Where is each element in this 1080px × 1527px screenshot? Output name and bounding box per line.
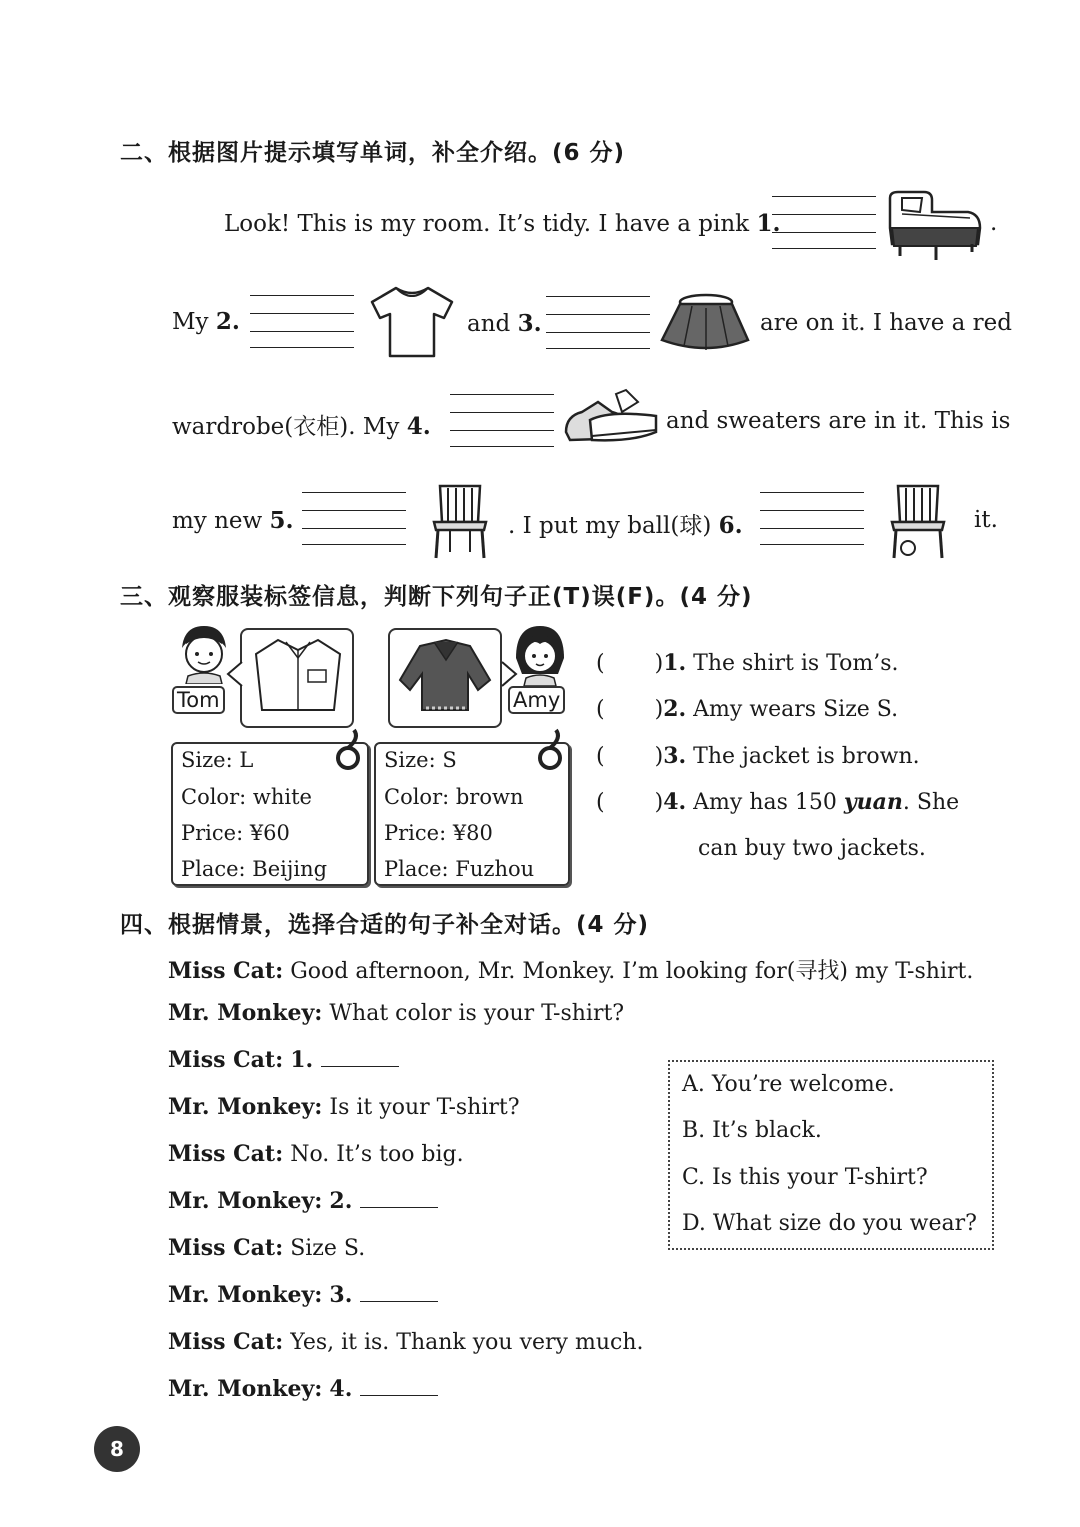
blank-3-lines[interactable] [546,296,650,350]
jacket-icon [390,630,500,726]
tf-statement-4 [596,789,959,815]
section-4-title: 四、根据情景，选择合适的句子补全对话。(4 分) [120,912,650,938]
amy-tag-price: Price: ¥80 [384,821,493,845]
tf-1-text: The shirt is Tom’s. [693,651,899,676]
tf-answer-4-open[interactable]: ( [596,790,605,815]
chair-with-ball-icon [886,482,950,562]
amy-name-label: Amy [508,686,565,714]
shirt-icon [242,630,352,726]
option-c: C. Is this your T-shirt? [682,1165,928,1190]
tf-2-text: Amy wears Size S. [693,697,899,722]
speaker: Miss Cat: [168,1141,284,1167]
dialogue-line-10 [168,1376,438,1402]
line-1-end: . [990,210,998,236]
dialogue-text: Is it your T-shirt? [329,1095,520,1120]
tom-tag-hook-icon [328,728,366,776]
dialogue-text: What color is your T-shirt? [329,1001,625,1026]
amy-tag-size: Size: S [384,748,457,772]
blank-5-lines[interactable] [302,492,406,546]
page-number-badge: 8 [94,1426,140,1472]
line-4-mid-text: . I put my ball(球) [508,513,712,539]
dialogue-blank-2[interactable] [360,1189,438,1208]
chair-icon [428,482,492,560]
dialogue-line-4 [168,1094,520,1120]
dialogue-blank-3[interactable] [360,1283,438,1302]
tom-speech-pointer [226,660,244,690]
section-2-line-4-mid [508,507,743,540]
tf-statement-2 [596,696,898,722]
line-1-text: Look! This is my room. It’s tidy. I have a pink [224,211,750,237]
speaker: Mr. Monkey: [168,1376,323,1402]
option-b: B. It’s black. [682,1118,822,1143]
section-3-title: 三、观察服装标签信息，判断下列句子正(T)误(F)。(4 分) [120,584,753,610]
blank-2-lines[interactable] [250,295,354,349]
speaker: Mr. Monkey: [168,1188,323,1214]
blank-6-lines[interactable] [760,492,864,546]
dialogue-line-5 [168,1141,464,1167]
line-4-text: my new [172,508,263,534]
section-2-title: 二、根据图片提示填写单词，补全介绍。(6 分) [120,140,626,166]
blank-4-number: 4. [406,413,431,440]
tf-4-number: 4. [663,789,687,815]
tf-2-number: 2. [663,696,687,722]
blank-2-number: 2. [215,308,240,335]
section-2-line-4-end: it. [974,507,998,533]
speaker: Miss Cat: [168,1235,284,1261]
tf-answer-3-open[interactable]: ( [596,744,605,769]
section-2-line-4-start [172,507,294,534]
options-box [668,1060,994,1250]
tf-answer-4-close: ) [654,790,664,815]
speaker: Miss Cat: [168,1047,284,1073]
tf-statement-4-cont: can buy two jackets. [698,836,926,861]
dialogue-text: No. It’s too big. [290,1142,464,1167]
tf-3-number: 3. [663,743,687,769]
blank-1-number: 1. [756,210,781,237]
option-a: A. You’re welcome. [682,1072,895,1097]
amy-avatar [512,624,566,686]
section-2-line-1 [224,210,780,237]
section-2-line-2-end: are on it. I have a red [760,310,1013,336]
shirt-picture-box [240,628,354,728]
section-2-line-3-end: and sweaters are in it. This is [666,408,1011,434]
dialogue-blank-4[interactable] [360,1377,438,1396]
speaker: Mr. Monkey: [168,1000,323,1026]
blank-number: 2. [329,1188,353,1214]
dialogue-text: Size S. [290,1236,366,1261]
dialogue-line-2 [168,1000,624,1026]
dialogue-blank-1[interactable] [321,1048,399,1067]
amy-tag-place: Place: Fuzhou [384,857,535,881]
line-2-text: My [172,309,209,335]
amy-tag-hook-icon [530,728,568,776]
tf-answer-1-open[interactable]: ( [596,651,605,676]
dialogue-line-1 [168,954,973,985]
jacket-picture-box [388,628,502,728]
section-2-line-2-start [172,308,240,335]
speaker: Mr. Monkey: [168,1282,323,1308]
dialogue-line-7 [168,1235,365,1261]
option-d: D. What size do you wear? [682,1211,977,1236]
dialogue-line-8 [168,1282,438,1308]
tom-tag-price: Price: ¥60 [181,821,290,845]
tom-avatar [176,624,230,684]
blank-5-number: 5. [269,507,294,534]
speaker: Miss Cat: [168,958,284,984]
tom-tag-place: Place: Beijing [181,857,328,881]
tf-answer-2-open[interactable]: ( [596,697,605,722]
speaker: Mr. Monkey: [168,1094,323,1120]
dialogue-text: Yes, it is. Thank you very much. [290,1330,644,1355]
blank-4-lines[interactable] [450,394,554,448]
tf-statement-1 [596,650,899,676]
tom-tag-size: Size: L [181,748,254,772]
tf-statement-3 [596,743,920,769]
tf-1-number: 1. [663,650,687,676]
tf-4-text-a: Amy has 150 [693,790,837,815]
tf-answer-3-close: ) [654,744,664,769]
blank-6-number: 6. [718,512,743,539]
sneakers-icon [562,386,660,450]
blank-number: 1. [290,1047,314,1073]
dialogue-line-3 [168,1047,399,1073]
blank-number: 3. [329,1282,353,1308]
t-shirt-icon [368,284,456,360]
dialogue-line-6 [168,1188,438,1214]
tf-answer-1-close: ) [654,651,664,676]
blank-3-number: 3. [517,310,542,337]
speaker: Miss Cat: [168,1329,284,1355]
blank-number: 4. [329,1376,353,1402]
tf-4-text-italic: yuan [843,789,903,815]
tf-3-text: The jacket is brown. [693,744,920,769]
line-2-mid-text: and [467,311,511,337]
line-3-text: wardrobe(衣柜). My [172,414,400,440]
tom-name-label: Tom [172,686,225,714]
skirt-icon [656,290,752,356]
tf-answer-2-close: ) [654,697,664,722]
dialogue-text: Good afternoon, Mr. Monkey. I’m looking for(寻找) my T-shirt. [290,959,974,984]
dialogue-line-9 [168,1329,643,1355]
tom-tag-color: Color: white [181,785,312,809]
blank-1-lines[interactable] [772,196,876,250]
section-2-line-2-mid [467,310,542,337]
section-2-line-3-start [172,408,431,441]
tf-4-text-b: . She [902,790,960,815]
bed-icon [880,188,984,262]
amy-tag-color: Color: brown [384,785,524,809]
